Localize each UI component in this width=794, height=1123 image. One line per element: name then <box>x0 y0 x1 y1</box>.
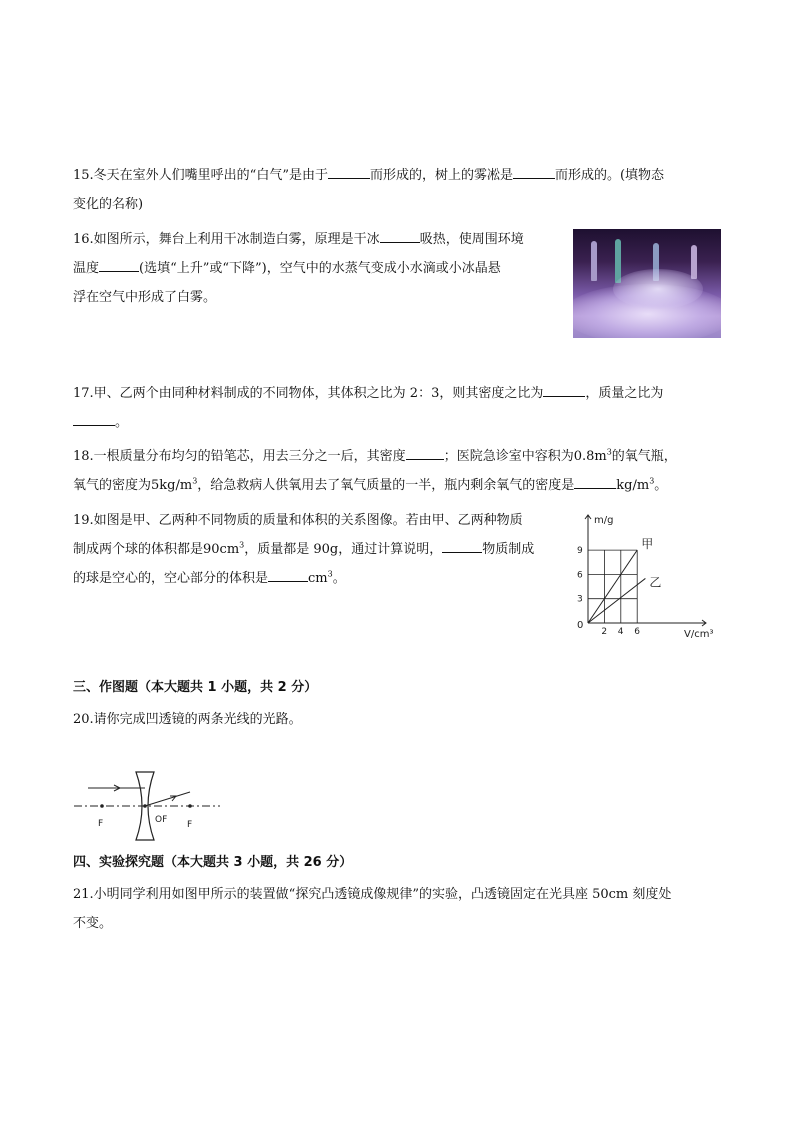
question-19: 19.如图是甲、乙两种不同物质的质量和体积的关系图像。若由甲、乙两种物质 制成两个球的体积都是$90cm^3$，质量都是 90g，通过计算说明， 物质制成 的球是空心的，空心部分的体积是 $cm^3$。 <box>73 513 535 586</box>
q15-text-4: 变化的名称) <box>73 197 144 212</box>
question-21 <box>73 880 671 938</box>
x-tick-2: 6 <box>634 627 640 637</box>
q15-blank-1[interactable] <box>328 164 370 179</box>
q18-text-1: 18.一根质量分布均匀的铅笔芯，用去三分之一后，其密度 <box>73 449 406 464</box>
center-label: OF <box>155 815 168 825</box>
focus-right-dot <box>188 804 192 808</box>
concave-lens-diagram <box>70 768 230 848</box>
question-20 <box>73 705 302 734</box>
arrow-ray-2 <box>170 796 176 801</box>
q21-text-2: 不变。 <box>73 916 113 931</box>
q17-text-1: 17.甲、乙两个由同种材料制成的不同物体，其体积之比为 2：3，则其密度之比为 <box>73 386 544 401</box>
q19-text-2: 制成两个球的体积都是90cm <box>73 542 240 557</box>
focus-right-label: F <box>187 820 193 830</box>
q15-text-2: 而形成的，树上的雾凇是 <box>369 168 513 183</box>
series-line-1 <box>588 578 645 623</box>
series-label-0: 甲 <box>641 537 654 552</box>
q19-text-3: ，质量都是 90g，通过计算说明， <box>244 542 443 557</box>
q16-blank-1[interactable] <box>380 228 420 243</box>
q19-text-4: 物质制成 <box>482 542 535 557</box>
stage-fog-photo <box>573 229 721 338</box>
q18-unit: kg/m <box>616 478 650 493</box>
q18-text-2: ；医院急诊室中容积为0.8m <box>443 449 607 464</box>
q21-text-1: 21.小明同学利用如图甲所示的装置做“探究凸透镜成像规律”的实验，凸透镜固定在光具座 50cm 刻度处 <box>73 887 672 902</box>
chart-labels <box>577 515 713 640</box>
question-17 <box>73 379 663 437</box>
center-dot <box>143 804 147 808</box>
q15-text-3: 而形成的。(填物态 <box>554 168 665 183</box>
q18-text-5: ，给急救病人供氧用去了氧气质量的一半，瓶内剩余氧气的密度是 <box>197 478 575 493</box>
q17-blank-1[interactable] <box>543 382 585 397</box>
y-tick-1: 6 <box>577 570 583 581</box>
q19-blank-1[interactable] <box>442 538 482 553</box>
origin-label: 0 <box>577 620 584 631</box>
q16-text-3: 温度 <box>73 261 100 276</box>
q16-text-5: 浮在空气中形成了白雾。 <box>73 290 217 305</box>
q18-text-3: 的氧气瓶， <box>611 449 677 464</box>
q19-text-1: 19.如图是甲、乙两种不同物质的质量和体积的关系图像。若由甲、乙两种物质 <box>73 513 523 528</box>
question-15 <box>73 161 664 219</box>
series-line-0 <box>588 550 637 623</box>
x-tick-1: 4 <box>617 627 624 637</box>
y-tick-0: 3 <box>577 594 583 605</box>
question-16 <box>73 225 524 312</box>
focus-left-label: F <box>98 819 104 829</box>
chart-series <box>588 550 645 623</box>
y-axis-label: m/g <box>594 515 614 526</box>
q17-blank-2[interactable] <box>73 411 115 426</box>
chart-axes <box>585 515 706 626</box>
series-label-1: 乙 <box>649 575 662 590</box>
q17-text-3: 。 <box>115 415 129 430</box>
q15-blank-2[interactable] <box>513 164 555 179</box>
q20-text: 20.请你完成凹透镜的两条光线的光路。 <box>73 712 302 727</box>
q16-text-2: 吸热，使周围环境 <box>419 232 524 247</box>
q16-blank-2[interactable] <box>99 257 139 272</box>
y-tick-2: 9 <box>577 546 583 557</box>
q19-unit: cm <box>308 571 328 586</box>
q18-blank-1[interactable] <box>406 445 444 460</box>
section-3-heading: 三、作图题（本大题共 1 小题，共 2 分） <box>73 680 318 695</box>
q19-blank-2[interactable] <box>268 567 308 582</box>
q16-text-4: (选填“上升”或“下降”)，空气中的水蒸气变成小水滴或小冰晶悬 <box>139 261 501 276</box>
q17-text-2: ，质量之比为 <box>585 386 664 401</box>
x-axis-label: V/cm³ <box>684 629 714 640</box>
mass-volume-chart <box>568 505 728 645</box>
q18-text-4: 氧气的密度为5kg/m <box>73 478 193 493</box>
focus-left-dot <box>100 804 104 808</box>
q16-text-1: 16.如图所示，舞台上利用干冰制造白雾，原理是干冰 <box>73 232 380 247</box>
q18-blank-2[interactable] <box>574 474 616 489</box>
incident-ray-2 <box>145 792 190 806</box>
question-18: 18.一根质量分布均匀的铅笔芯，用去三分之一后，其密度 ；医院急诊室中容积为$0.8m^3$的氧气瓶， 氧气的密度为$5kg/m^3$，给急救病人供氧用去了氧气质量的一半，瓶内剩余氧气的密度是 $kg/m^3$。 <box>73 442 677 500</box>
section-4-heading: 四、实验探究题（本大题共 3 小题，共 26 分） <box>73 855 353 870</box>
x-tick-0: 2 <box>601 627 608 637</box>
q15-text-1: 15.冬天在室外人们嘴里呼出的“白气”是由于 <box>73 168 328 183</box>
q19-text-5: 的球是空心的，空心部分的体积是 <box>73 571 269 586</box>
